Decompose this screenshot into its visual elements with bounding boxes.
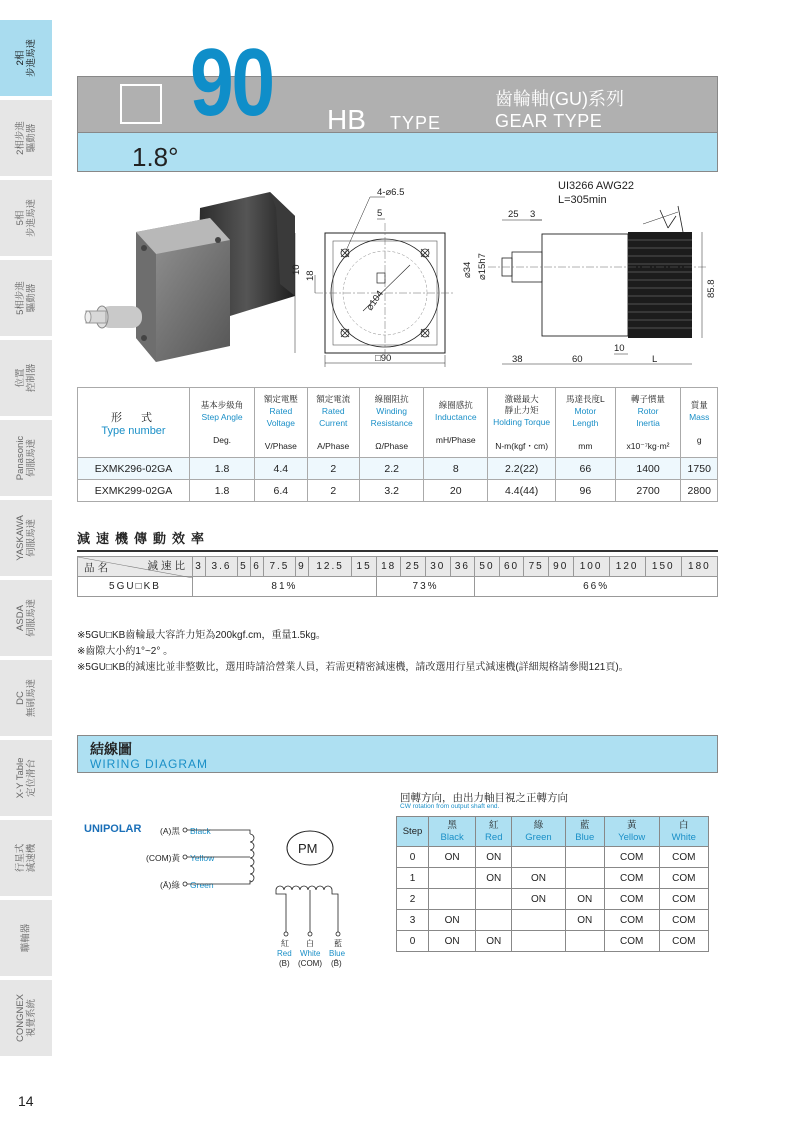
- dim-shaft: ⌀15h7: [477, 253, 488, 280]
- ratio-row: [78, 557, 718, 577]
- step-col-en: Red: [485, 831, 503, 843]
- step-cell: [565, 868, 604, 889]
- sidebar-item[interactable]: [0, 900, 52, 978]
- sidebar-item[interactable]: [0, 660, 52, 738]
- step-cell: COM: [659, 889, 708, 910]
- step-row: [397, 847, 709, 868]
- step-cell: COM: [604, 868, 659, 889]
- step-col-zh: 黃: [626, 819, 637, 831]
- ratio-cell: 7.5: [264, 557, 296, 577]
- lead-red-en: Red: [277, 949, 292, 958]
- step-cell: [476, 910, 512, 931]
- spec-cell: 1400: [615, 458, 681, 480]
- efficiency-table: [77, 556, 718, 597]
- spec-cell: 2700: [615, 480, 681, 502]
- spec-cell: 4.4: [255, 458, 307, 480]
- dim-85-8: 85.8: [706, 279, 717, 298]
- pm-rotor-icon: [287, 831, 333, 865]
- ratio-header: 減速比: [147, 560, 188, 572]
- step-cell: ON: [429, 847, 476, 868]
- step-body: [397, 847, 709, 952]
- dim-3: 3: [530, 209, 536, 220]
- efficiency-title: 減速機傳動效率: [77, 531, 211, 546]
- step-angle-title: 1.8°: [132, 142, 179, 172]
- lead-abar-color: Green: [190, 880, 214, 890]
- step-col-zh: 黑: [447, 819, 457, 831]
- step-cell: COM: [659, 847, 708, 868]
- spec-cell: 1.8: [190, 458, 255, 480]
- efficiency-corner: [78, 557, 193, 577]
- dim-18: 18: [305, 270, 316, 281]
- model-cell: EXMK299-02GA: [78, 480, 190, 502]
- dim-38: 38: [512, 354, 523, 365]
- step-col-en: Blue: [575, 831, 595, 843]
- step-cell: COM: [604, 931, 659, 952]
- spec-cell: 1.8: [190, 480, 255, 502]
- dim-5: 5: [377, 208, 383, 219]
- sidebar: [0, 20, 52, 1065]
- step-cell: [429, 889, 476, 910]
- wiring-schematic: [80, 810, 380, 970]
- spec-header-col-2: [307, 388, 359, 458]
- spec-header-col-8: [681, 388, 718, 458]
- lead-com-sig: (COM): [298, 959, 322, 968]
- step-row: [397, 931, 709, 952]
- ratio-cell: 9: [295, 557, 308, 577]
- spec-row: [78, 458, 718, 480]
- spec-header-zh: 轉子慣量: [631, 393, 666, 404]
- cable-length: L=305min: [558, 194, 607, 206]
- square-frame-icon: [120, 84, 162, 124]
- note-line: ※5GU□KB的減速比並非整數比，選用時請洽營業人員，若需更精密減速機，請改選用行星式減速機(詳細規格請參閱121頁)。: [77, 662, 629, 673]
- note-line: ※齒隙大小約1°~2° 。: [77, 646, 174, 657]
- sidebar-item-label: 2相步進 驅動器: [15, 121, 37, 155]
- step-col-zh: 綠: [533, 819, 544, 831]
- ratio-cell: 6: [250, 557, 263, 577]
- dim-L: L: [652, 354, 658, 365]
- spec-header-col-6: [556, 388, 615, 458]
- note-line: ※5GU□KB齒輪最大容許力矩為200kgf.cm，重量1.5kg。: [77, 630, 326, 641]
- sidebar-item[interactable]: [0, 740, 52, 818]
- step-header: Step: [397, 817, 429, 847]
- sidebar-item[interactable]: [0, 420, 52, 498]
- spec-header-en: Holding Torque: [493, 416, 551, 427]
- sidebar-item-label: 5相步進 驅動器: [15, 281, 37, 315]
- spec-header-unit: x10⁻⁷kg·m²: [626, 440, 670, 451]
- spec-header-unit: N-m(kgf・cm): [495, 440, 549, 451]
- spec-body: [78, 458, 718, 502]
- step-cell: ON: [512, 889, 565, 910]
- sidebar-item[interactable]: [0, 340, 52, 418]
- step-col-en: White: [671, 831, 696, 843]
- spec-cell: 2.2(22): [488, 458, 556, 480]
- ratio-cell: 60: [499, 557, 524, 577]
- page-header: [77, 29, 718, 172]
- ratio-cell: 18: [376, 557, 401, 577]
- sidebar-item-label: 2相 步進馬達: [15, 38, 37, 78]
- spec-cell: 1750: [681, 458, 718, 480]
- lead-a-color: Black: [190, 826, 211, 836]
- step-col-header: [659, 817, 708, 847]
- step-cell: ON: [565, 889, 604, 910]
- sidebar-item[interactable]: [0, 260, 52, 338]
- step-col-header: [565, 817, 604, 847]
- wiring-header: [77, 735, 718, 773]
- coil-a-icon: [183, 828, 254, 886]
- lead-blue-zh: 藍: [334, 939, 342, 948]
- step-cell: COM: [659, 931, 708, 952]
- spec-cell: 2.2: [359, 458, 423, 480]
- ratio-cell: 75: [524, 557, 549, 577]
- efficiency-row: [78, 577, 718, 597]
- lead-red-zh: 紅: [281, 939, 289, 948]
- spec-cell: 66: [556, 458, 615, 480]
- efficiency-cell: 73%: [376, 577, 474, 597]
- lead-abar-label: (Ā)綠: [160, 880, 180, 890]
- spec-cell: 96: [556, 480, 615, 502]
- spec-header-unit: Deg.: [213, 435, 232, 445]
- motor-photo: [80, 188, 305, 368]
- spec-header-zh: 激磁最大 靜止力矩: [504, 393, 539, 415]
- step-index: 2: [397, 889, 429, 910]
- sidebar-item-label: 位置 控制器: [15, 363, 37, 393]
- spec-cell: 20: [424, 480, 488, 502]
- frame-size-number: 90: [190, 29, 273, 136]
- step-col-zh: 藍: [579, 819, 590, 831]
- step-cell: [429, 868, 476, 889]
- ratio-cell: 3.6: [206, 557, 238, 577]
- series-title-en: GEAR TYPE: [495, 111, 603, 131]
- spec-header-col-4: [424, 388, 488, 458]
- sidebar-item-label: Panasonic 伺服馬達: [15, 435, 37, 481]
- step-index: 0: [397, 931, 429, 952]
- spec-header-zh: 額定電壓: [263, 394, 298, 404]
- sidebar-item[interactable]: [0, 500, 52, 578]
- sidebar-item[interactable]: [0, 580, 52, 658]
- rotation-title-zh: 回轉方向，由出力軸目視之正轉方向: [400, 792, 568, 804]
- step-cell: ON: [565, 910, 604, 931]
- dim-10-side: 10: [614, 343, 625, 354]
- sidebar-item[interactable]: [0, 980, 52, 1058]
- spec-header-unit: g: [696, 435, 702, 445]
- spec-cell: 2800: [681, 480, 718, 502]
- spec-header-en: Rated Voltage: [266, 406, 296, 428]
- sidebar-item[interactable]: [0, 100, 52, 178]
- step-index: 0: [397, 847, 429, 868]
- front-view-drawing: [285, 183, 465, 370]
- spec-cell: 4.4(44): [488, 480, 556, 502]
- spec-row: [78, 480, 718, 502]
- ratio-cell: 30: [426, 557, 451, 577]
- lead-com-label: (COM)黃: [146, 853, 180, 863]
- type-label: TYPE: [390, 113, 442, 133]
- efficiency-rule: [77, 550, 718, 552]
- spec-header-col-1: [255, 388, 307, 458]
- lead-bbar-sig: (B̄): [331, 959, 342, 968]
- spec-header-col-5: [488, 388, 556, 458]
- spec-cell: 3.2: [359, 480, 423, 502]
- dim-90: □90: [375, 353, 392, 364]
- efficiency-cell: 66%: [475, 577, 718, 597]
- model-header-zh: 形 式: [111, 411, 156, 424]
- step-row: [397, 910, 709, 931]
- ratio-cell: 120: [609, 557, 645, 577]
- series-title-zh: 齒輪軸(GU)系列: [495, 89, 624, 109]
- step-header-row: [397, 817, 709, 847]
- sidebar-item-label: CONGNEX 視覺系統: [15, 993, 37, 1043]
- dim-34: ⌀34: [462, 261, 473, 278]
- spec-header-unit: mH/Phase: [435, 435, 476, 445]
- step-col-header: [604, 817, 659, 847]
- step-cell: ON: [476, 868, 512, 889]
- step-cell: COM: [604, 910, 659, 931]
- step-cell: [512, 931, 565, 952]
- wiring-title-zh: 結線圖: [90, 741, 132, 757]
- ratio-cell: 3: [193, 557, 206, 577]
- page-number: 14: [18, 1093, 34, 1109]
- spec-cell: 8: [424, 458, 488, 480]
- ratio-cell: 25: [401, 557, 426, 577]
- step-cell: [565, 847, 604, 868]
- ratio-cell: 5: [237, 557, 250, 577]
- step-cell: [512, 910, 565, 931]
- step-index: 3: [397, 910, 429, 931]
- rotation-title-en: CW rotation from output shaft end.: [400, 803, 500, 810]
- ratio-cell: 36: [450, 557, 475, 577]
- pm-label: PM: [298, 841, 318, 856]
- step-row: [397, 889, 709, 910]
- dim-10: 10: [291, 264, 302, 275]
- spec-header-unit: mm: [578, 441, 593, 451]
- wiring-title-en: WIRING DIAGRAM: [90, 757, 208, 771]
- step-cell: COM: [659, 868, 708, 889]
- dim-25: 25: [508, 209, 519, 220]
- sidebar-item-label: ASDA 伺服馬達: [15, 598, 37, 638]
- spec-header-zh: 線圈感抗: [438, 400, 473, 410]
- lead-white-en: White: [300, 949, 321, 958]
- spec-header-en: Motor Length: [572, 406, 599, 428]
- lead-a-label: (A)黑: [160, 826, 180, 836]
- notes: [77, 628, 629, 676]
- spec-header-en: Winding Resistance: [370, 406, 413, 428]
- spec-header-unit: V/Phase: [264, 441, 297, 451]
- ratio-cell: 180: [681, 557, 717, 577]
- cable-spec: UI3266 AWG22: [558, 180, 635, 192]
- ratio-cell: 15: [352, 557, 377, 577]
- efficiency-model: 5GU□KB: [78, 577, 193, 597]
- spec-cell: 2: [307, 480, 359, 502]
- spec-header-unit: A/Phase: [317, 441, 350, 451]
- ratio-cell: 90: [548, 557, 573, 577]
- spec-header-unit: Ω/Phase: [375, 441, 409, 451]
- model-header: 品名: [84, 562, 111, 574]
- sidebar-item-label: X-Y Table 定位滑台: [15, 757, 37, 799]
- step-cell: COM: [604, 847, 659, 868]
- step-col-header: [512, 817, 565, 847]
- ratio-cell: 12.5: [308, 557, 351, 577]
- step-index: 1: [397, 868, 429, 889]
- spec-header-zh: 線圈阻抗: [374, 394, 409, 404]
- step-cell: [512, 847, 565, 868]
- spec-header-col-3: [359, 388, 423, 458]
- dim-holes: 4-⌀6.5: [377, 187, 405, 198]
- sidebar-item[interactable]: [0, 20, 52, 98]
- spec-header-en: Rated Current: [319, 406, 348, 428]
- ratio-cell: 150: [645, 557, 681, 577]
- ratio-cell: 50: [475, 557, 500, 577]
- lead-white-zh: 白: [306, 939, 314, 948]
- spec-header-en: Inductance: [434, 412, 477, 422]
- step-cell: ON: [429, 910, 476, 931]
- sidebar-item[interactable]: [0, 820, 52, 898]
- hb-label: HB: [327, 104, 366, 135]
- lead-b-sig: (B): [279, 959, 290, 968]
- spec-header-zh: 額定電流: [316, 394, 351, 404]
- step-cell: ON: [512, 868, 565, 889]
- lead-blue-en: Blue: [329, 949, 346, 958]
- step-cell: [565, 931, 604, 952]
- spec-header-zh: 基本步級角: [200, 400, 244, 410]
- step-col-zh: 白: [679, 819, 689, 831]
- ratio-cell: 100: [573, 557, 609, 577]
- sidebar-item-label: 行星式 減速機: [15, 843, 37, 873]
- spec-header-en: Mass: [689, 412, 710, 422]
- step-col-header: [476, 817, 512, 847]
- spec-header-col-0: [190, 388, 255, 458]
- spec-cell: 2: [307, 458, 359, 480]
- step-col-en: Green: [525, 831, 552, 843]
- model-cell: EXMK296-02GA: [78, 458, 190, 480]
- dim-60: 60: [572, 354, 583, 365]
- spec-header-zh: 質量: [690, 400, 708, 410]
- sidebar-item-label: DC 無刷馬達: [15, 678, 37, 718]
- coil-b-icon: [276, 886, 340, 936]
- side-view-drawing: [462, 176, 723, 370]
- sidebar-item-label: 聯軸器: [20, 923, 32, 953]
- efficiency-cell: 81%: [193, 577, 377, 597]
- spec-header-en: Rotor Inertia: [636, 405, 660, 428]
- step-cell: ON: [429, 931, 476, 952]
- sidebar-item[interactable]: [0, 180, 52, 258]
- step-cell: COM: [604, 889, 659, 910]
- spec-header-en: Step Angle: [201, 412, 243, 422]
- spec-table: [77, 387, 718, 502]
- step-row: [397, 868, 709, 889]
- lead-com-color: Yellow: [190, 853, 215, 863]
- step-cell: COM: [659, 910, 708, 931]
- step-cell: ON: [476, 931, 512, 952]
- spec-header-row: [78, 388, 718, 458]
- sidebar-item-label: 5相 步進馬達: [15, 198, 37, 238]
- step-col-header: [429, 817, 476, 847]
- spec-header-model: [78, 388, 190, 458]
- model-header-en: Type number: [101, 424, 166, 437]
- step-cell: ON: [476, 847, 512, 868]
- spec-cell: 6.4: [255, 480, 307, 502]
- step-col-zh: 紅: [489, 819, 499, 831]
- step-col-en: Black: [440, 831, 464, 843]
- sidebar-item-label: YASKAWA 伺服馬達: [15, 515, 37, 561]
- step-cell: [476, 889, 512, 910]
- step-col-en: Yellow: [618, 831, 646, 843]
- spec-header-col-7: [615, 388, 681, 458]
- dim-104: ⌀104: [364, 288, 386, 313]
- unipolar-label: UNIPOLAR: [84, 823, 142, 835]
- step-sequence-table: [396, 816, 709, 952]
- spec-header-zh: 馬達長度L: [566, 394, 605, 404]
